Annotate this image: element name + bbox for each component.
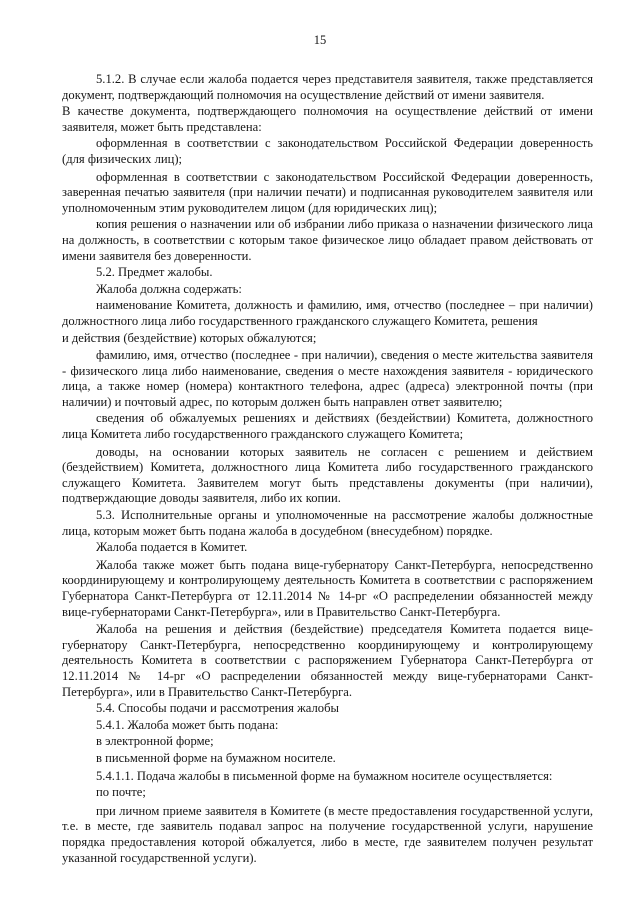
paragraph-5-1-2: 5.1.2. В случае если жалоба подается через представителя заявителя, также представляется документ, подтверждающий полномочия на осуществление действий от имени заявителя. (62, 72, 593, 102)
list-item-arguments: доводы, на основании которых заявитель не согласен с решением и действием (бездействием) Комитета, должностного лица Комитета либо государственного гражданского служащего Комитета. Заявителем могут быть представлены документы (при наличии), подтверждающие доводы заявителя, либо их копии. (62, 444, 593, 506)
list-item-committee-name-continued: и действия (бездействие) которых обжалуются; (62, 330, 317, 345)
list-item-by-post: по почте; (96, 785, 146, 800)
paragraph-submitted-to-committee: Жалоба подается в Комитет. (96, 540, 248, 555)
section-5-4-1-1-heading: 5.4.1.1. Подача жалобы в письменной форме на бумажном носителе осуществляется: (96, 768, 553, 783)
list-item-appointment-copy: копия решения о назначении или об избрании либо приказа о назначении физического лица на должность, в соответствии с которым такое физическое лицо обладает правом действовать от имени заявителя без доверенности. (62, 217, 593, 263)
list-item-individual-proxy: оформленная в соответствии с законодательством Российской Федерации доверенность (для физических лиц); (62, 136, 593, 166)
section-5-4-heading: 5.4. Способы подачи и рассмотрения жалобы (96, 701, 339, 716)
section-5-4-1-heading: 5.4.1. Жалоба может быть подана: (96, 717, 279, 732)
list-item-personal-reception: при личном приеме заявителя в Комитете (в месте предоставления государственной услуги, т.е. в месте, где заявитель подавал запрос на получение государственной услуги, нарушение порядка предоставления которой обжалуется, либо в месте, где заявителем получен результат указанной государственной услуги). (62, 803, 593, 865)
paragraph-authority-document: В качестве документа, подтверждающего полномочия на осуществление действий от имени заявителя, может быть представлена: (62, 104, 593, 134)
document-body (62, 72, 593, 867)
section-5-2-heading: 5.2. Предмет жалобы. (96, 265, 213, 280)
list-item-appealed-decisions: сведения об обжалуемых решениях и действиях (бездействии) Комитета, должностного лица Комитета либо государственного гражданского служащего Комитета; (62, 411, 593, 442)
list-item-paper-form: в письменной форме на бумажном носителе. (96, 750, 336, 765)
list-item-electronic-form: в электронной форме; (96, 734, 214, 749)
paragraph-vice-governor-submission: Жалоба также может быть подана вице-губернатору Санкт-Петербурга, непосредственно координирующему и контролирующему деятельность Комитета в соответствии с распоряжением Губернатора Санкт-Петербурга от 12.11.2014 № 14-рг «О распределении обязанностей между вице-губернаторами Санкт-Петербурга», или в Правительство Санкт-Петербурга. (62, 557, 593, 619)
list-item-legal-entity-proxy: оформленная в соответствии с законодательством Российской Федерации доверенность, заверенная печатью заявителя (при наличии печати) и подписанная руководителем заявителя или уполномоченным этим руководителем лицом (для юридических лиц); (62, 169, 593, 215)
paragraph-chairman-complaint: Жалоба на решения и действия (бездействие) председателя Комитета подается вице-губернатору Санкт-Петербурга, непосредственно координирующему и контролирующему деятельность Комитета в соответствии с распоряжением Губернатора Санкт-Петербурга от 12.11.2014 № 14-рг «О распределении обязанностей между вице-губернаторами Санкт-Петербурга», или в Правительство Санкт-Петербурга. (62, 622, 593, 699)
page-number: 15 (313, 33, 327, 47)
list-item-applicant-details: фамилию, имя, отчество (последнее - при наличии), сведения о месте жительства заявителя - физического лица либо наименование, сведения о месте нахождения заявителя - юридического лица, а также номер (номера) контактного телефона, адрес (адреса) электронной почты (при наличии) и почтовый адрес, по которым должен быть направлен ответ заявителю; (62, 348, 593, 409)
section-5-3-heading: 5.3. Исполнительные органы и уполномоченные на рассмотрение жалобы должностные лица, которым может быть подана жалоба в досудебном (внесудебном) порядке. (62, 508, 593, 538)
paragraph-complaint-contents: Жалоба должна содержать: (96, 281, 242, 296)
list-item-committee-name: наименование Комитета, должность и фамилию, имя, отчество (последнее – при наличии) должностного лица либо государственного гражданского служащего Комитета, решения (62, 298, 593, 328)
